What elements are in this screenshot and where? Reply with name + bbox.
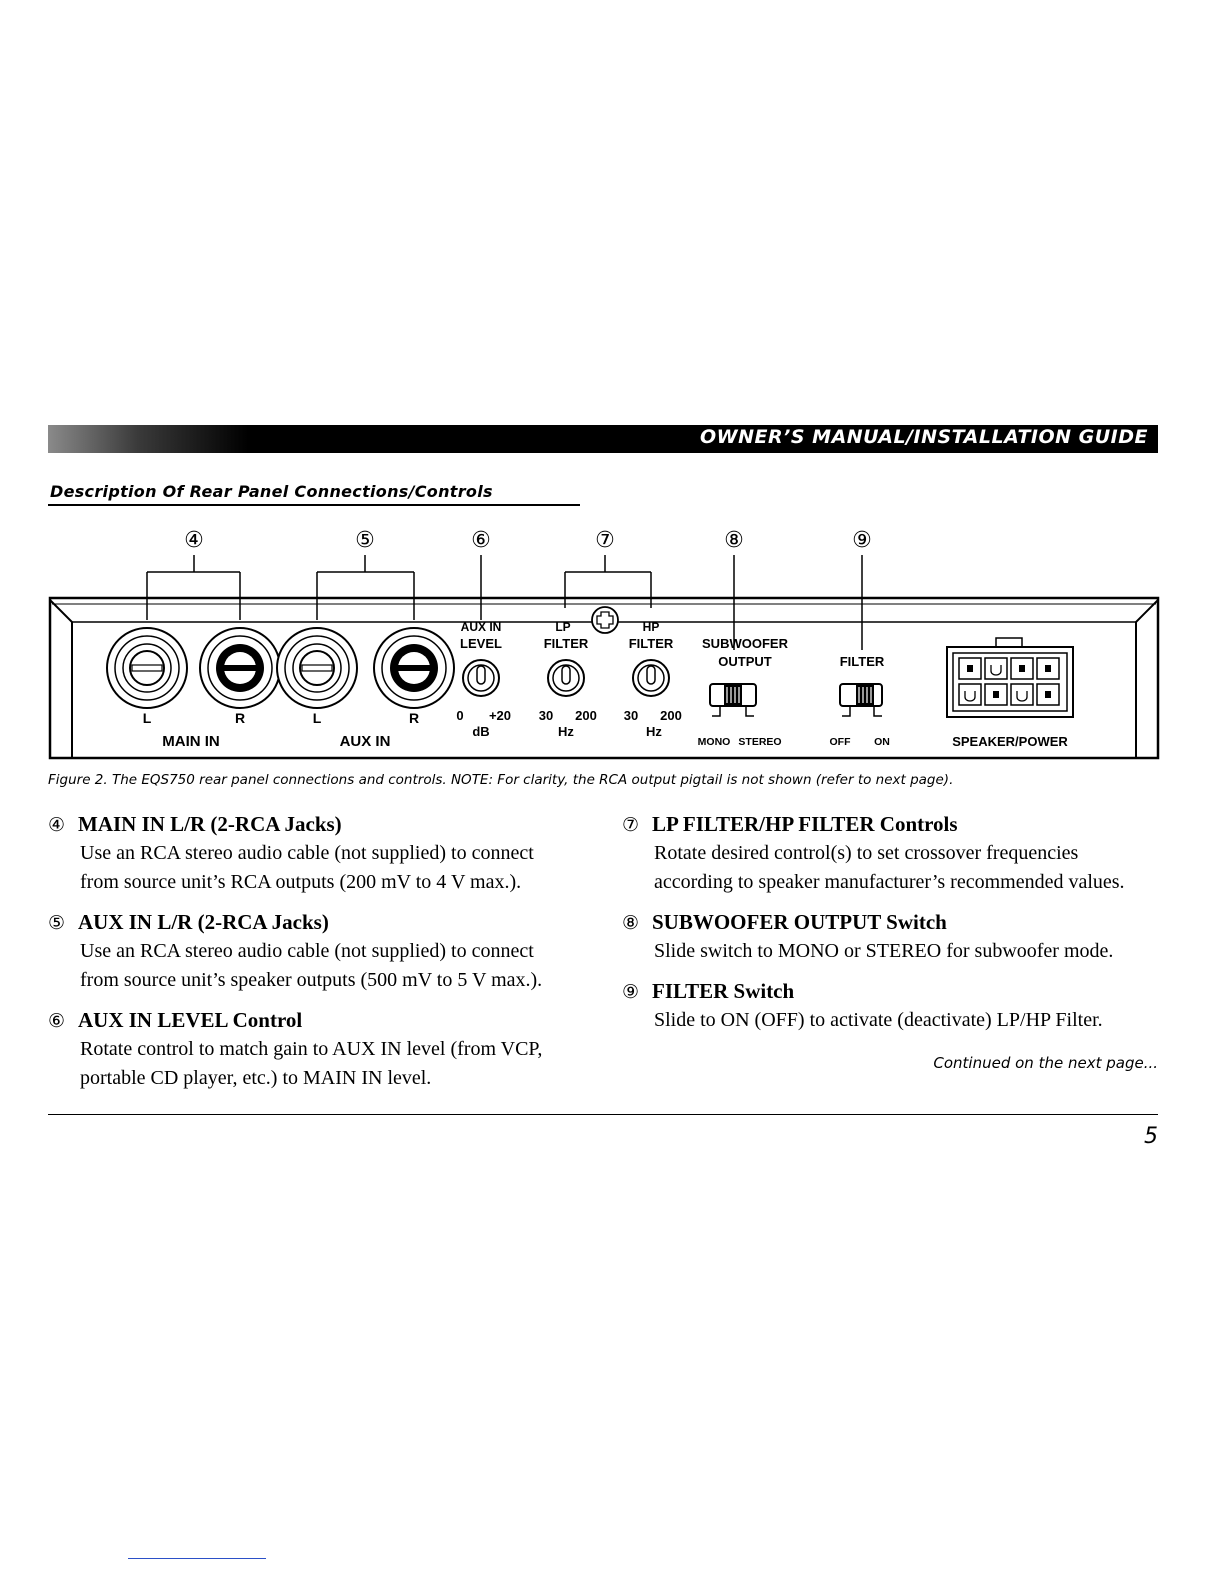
hp-high: 200 (660, 708, 682, 723)
label-subwoofer: SUBWOOFER (702, 636, 788, 651)
label-filter: FILTER (839, 654, 885, 669)
lp-high: 200 (575, 708, 597, 723)
item-main-in (48, 810, 588, 897)
figure-caption: Figure 2. The EQS750 rear panel connections and controls. NOTE: For clarity, the RCA output pigtail is not shown (refer to next page). (48, 772, 954, 788)
label-level: LEVEL (460, 636, 502, 651)
item-title: LP FILTER/HP FILTER Controls (652, 812, 958, 836)
label-lp: LP (555, 620, 571, 634)
item-lp-hp-filter (622, 810, 1162, 897)
item-number: ④ (48, 814, 66, 836)
item-heading (48, 810, 588, 839)
label-mono: MONO (697, 736, 731, 748)
item-line: Rotate control to match gain to AUX IN level (from VCP, (80, 1038, 543, 1060)
item-number: ⑦ (622, 814, 640, 836)
label-hp-filter: FILTER (628, 636, 674, 651)
item-line: Use an RCA stereo audio cable (not supplied) to connect (80, 940, 534, 962)
item-title: MAIN IN L/R (2-RCA Jacks) (78, 812, 342, 836)
label-aux-l: L (312, 710, 322, 726)
item-heading (48, 1006, 588, 1035)
hp-low: 30 (623, 708, 639, 723)
aux-in-left-jack (277, 628, 357, 708)
screw-icon (592, 607, 618, 633)
item-line: Slide to ON (OFF) to activate (deactivate) LP/HP Filter. (654, 1009, 1103, 1031)
item-title: AUX IN LEVEL Control (78, 1008, 303, 1032)
label-aux-r: R (408, 710, 420, 726)
item-subwoofer-output (622, 908, 1162, 966)
callout-5: ⑤ (355, 528, 375, 553)
label-main-in: MAIN IN (162, 733, 220, 750)
label-on: ON (874, 736, 890, 748)
aux-in-right-jack (374, 628, 454, 708)
main-in-left-jack (107, 628, 187, 708)
item-number: ⑤ (48, 912, 66, 934)
label-main-l: L (142, 710, 152, 726)
aux-level-knob (463, 660, 499, 696)
item-line: portable CD player, etc.) to MAIN IN level. (80, 1067, 432, 1089)
label-hp: HP (642, 620, 660, 634)
section-title: Description Of Rear Panel Connections/Controls (50, 482, 493, 501)
page-number: 5 (1144, 1124, 1158, 1149)
right-column (622, 810, 1162, 1046)
aux-range-high: +20 (488, 708, 512, 723)
rear-panel-figure (48, 520, 1160, 762)
item-number: ⑥ (48, 1010, 66, 1032)
callout-9: ⑨ (852, 528, 872, 553)
subwoofer-slide-switch (710, 684, 756, 716)
item-title: SUBWOOFER OUTPUT Switch (652, 910, 947, 934)
speaker-power-connector (947, 638, 1073, 717)
callout-6: ⑥ (471, 528, 491, 553)
item-number: ⑧ (622, 912, 640, 934)
lp-low: 30 (538, 708, 554, 723)
item-title: AUX IN L/R (2-RCA Jacks) (78, 910, 329, 934)
hp-filter-knob (633, 660, 669, 696)
callout-8: ⑧ (724, 528, 744, 553)
item-line: from source unit’s speaker outputs (500 mV to 5 V max.). (80, 969, 543, 991)
label-aux-in-jacks: AUX IN (339, 733, 391, 750)
footer-link-underline[interactable] (128, 1558, 266, 1559)
rear-panel-diagram (48, 520, 1160, 762)
label-output: OUTPUT (718, 654, 772, 669)
item-heading (622, 977, 1162, 1006)
aux-range-low: 0 (456, 708, 464, 723)
continued-note: Continued on the next page... (933, 1054, 1158, 1072)
left-column (48, 810, 588, 1104)
lp-filter-knob (548, 660, 584, 696)
header-title: OWNER’S MANUAL/INSTALLATION GUIDE (700, 426, 1148, 448)
item-title: FILTER Switch (652, 979, 795, 1003)
item-line: according to speaker manufacturer’s recommended values. (654, 871, 1125, 893)
main-in-right-jack (200, 628, 280, 708)
lp-unit: Hz (558, 724, 574, 739)
callout-4: ④ (184, 528, 204, 553)
item-line: Use an RCA stereo audio cable (not supplied) to connect (80, 842, 534, 864)
label-stereo: STEREO (738, 736, 782, 748)
label-main-r: R (234, 710, 246, 726)
item-line: Rotate desired control(s) to set crossover frequencies (654, 842, 1079, 864)
aux-unit: dB (472, 724, 490, 739)
header-bar (48, 425, 1158, 453)
filter-slide-switch (840, 684, 882, 716)
item-heading (622, 810, 1162, 839)
item-heading (48, 908, 588, 937)
item-aux-in-level (48, 1006, 588, 1093)
section-rule (48, 504, 580, 506)
item-line: from source unit’s RCA outputs (200 mV to 4 V max.). (80, 871, 522, 893)
item-filter-switch (622, 977, 1162, 1035)
hp-unit: Hz (646, 724, 662, 739)
item-heading (622, 908, 1162, 937)
bottom-rule (48, 1114, 1158, 1115)
label-off: OFF (829, 736, 851, 748)
item-aux-in (48, 908, 588, 995)
label-speaker-power: SPEAKER/POWER (952, 734, 1068, 749)
item-number: ⑨ (622, 981, 640, 1003)
item-line: Slide switch to MONO or STEREO for subwoofer mode. (654, 940, 1114, 962)
callout-7: ⑦ (595, 528, 615, 553)
label-lp-filter: FILTER (543, 636, 589, 651)
label-aux-in-knob: AUX IN (460, 620, 502, 634)
